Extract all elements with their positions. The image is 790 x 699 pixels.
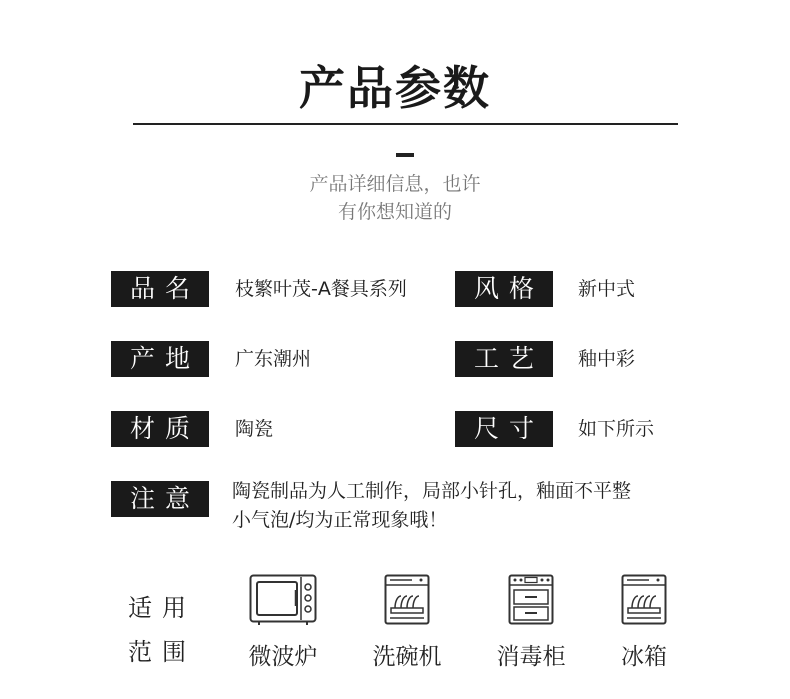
scope-item-fridge — [599, 574, 689, 671]
note-line-2: 小气泡/均为正常现象哦！ — [232, 509, 448, 531]
spec-label-name: 品名 — [111, 271, 209, 307]
fridge-icon — [621, 574, 667, 626]
scope-item-label: 消毒柜 — [496, 644, 566, 670]
dishwasher-icon — [384, 574, 430, 626]
spec-label-note: 注意 — [111, 481, 209, 517]
subtitle-line-1: 产品详细信息，也许 — [309, 173, 481, 195]
sterilizer-icon — [508, 574, 554, 626]
scope-label-line-2: 范围 — [128, 638, 196, 666]
microwave-icon — [249, 574, 317, 626]
note-line-1: 陶瓷制品为人工制作，局部小针孔，釉面不平整 — [232, 480, 632, 502]
spec-value-material: 陶瓷 — [235, 418, 274, 440]
spec-value-note — [232, 477, 631, 535]
spec-value-origin: 广东潮州 — [235, 348, 312, 370]
scope-item-label: 洗碗机 — [372, 644, 442, 670]
spec-value-craft: 釉中彩 — [578, 348, 636, 370]
spec-label-craft: 工艺 — [455, 341, 553, 377]
spec-label-style: 风格 — [455, 271, 553, 307]
scope-item-label: 微波炉 — [248, 644, 318, 670]
spec-value-style: 新中式 — [578, 278, 636, 300]
subtitle — [0, 170, 790, 226]
title-divider — [133, 123, 678, 125]
scope-item-label: 冰箱 — [621, 644, 667, 670]
spec-label-size: 尺寸 — [455, 411, 553, 447]
scope-label-line-1: 适用 — [128, 594, 196, 622]
spec-value-size: 如下所示 — [578, 418, 655, 440]
accent-dash — [396, 153, 414, 157]
spec-value-name: 枝繁叶茂-A餐具系列 — [235, 278, 407, 300]
subtitle-line-2: 有你想知道的 — [337, 201, 452, 223]
spec-label-material: 材质 — [111, 411, 209, 447]
scope-item-dishwasher — [362, 574, 452, 671]
spec-label-origin: 产地 — [111, 341, 209, 377]
scope-item-sterilizer — [486, 574, 576, 671]
page-title: 产品参数 — [299, 61, 491, 115]
scope-item-microwave — [238, 574, 328, 671]
